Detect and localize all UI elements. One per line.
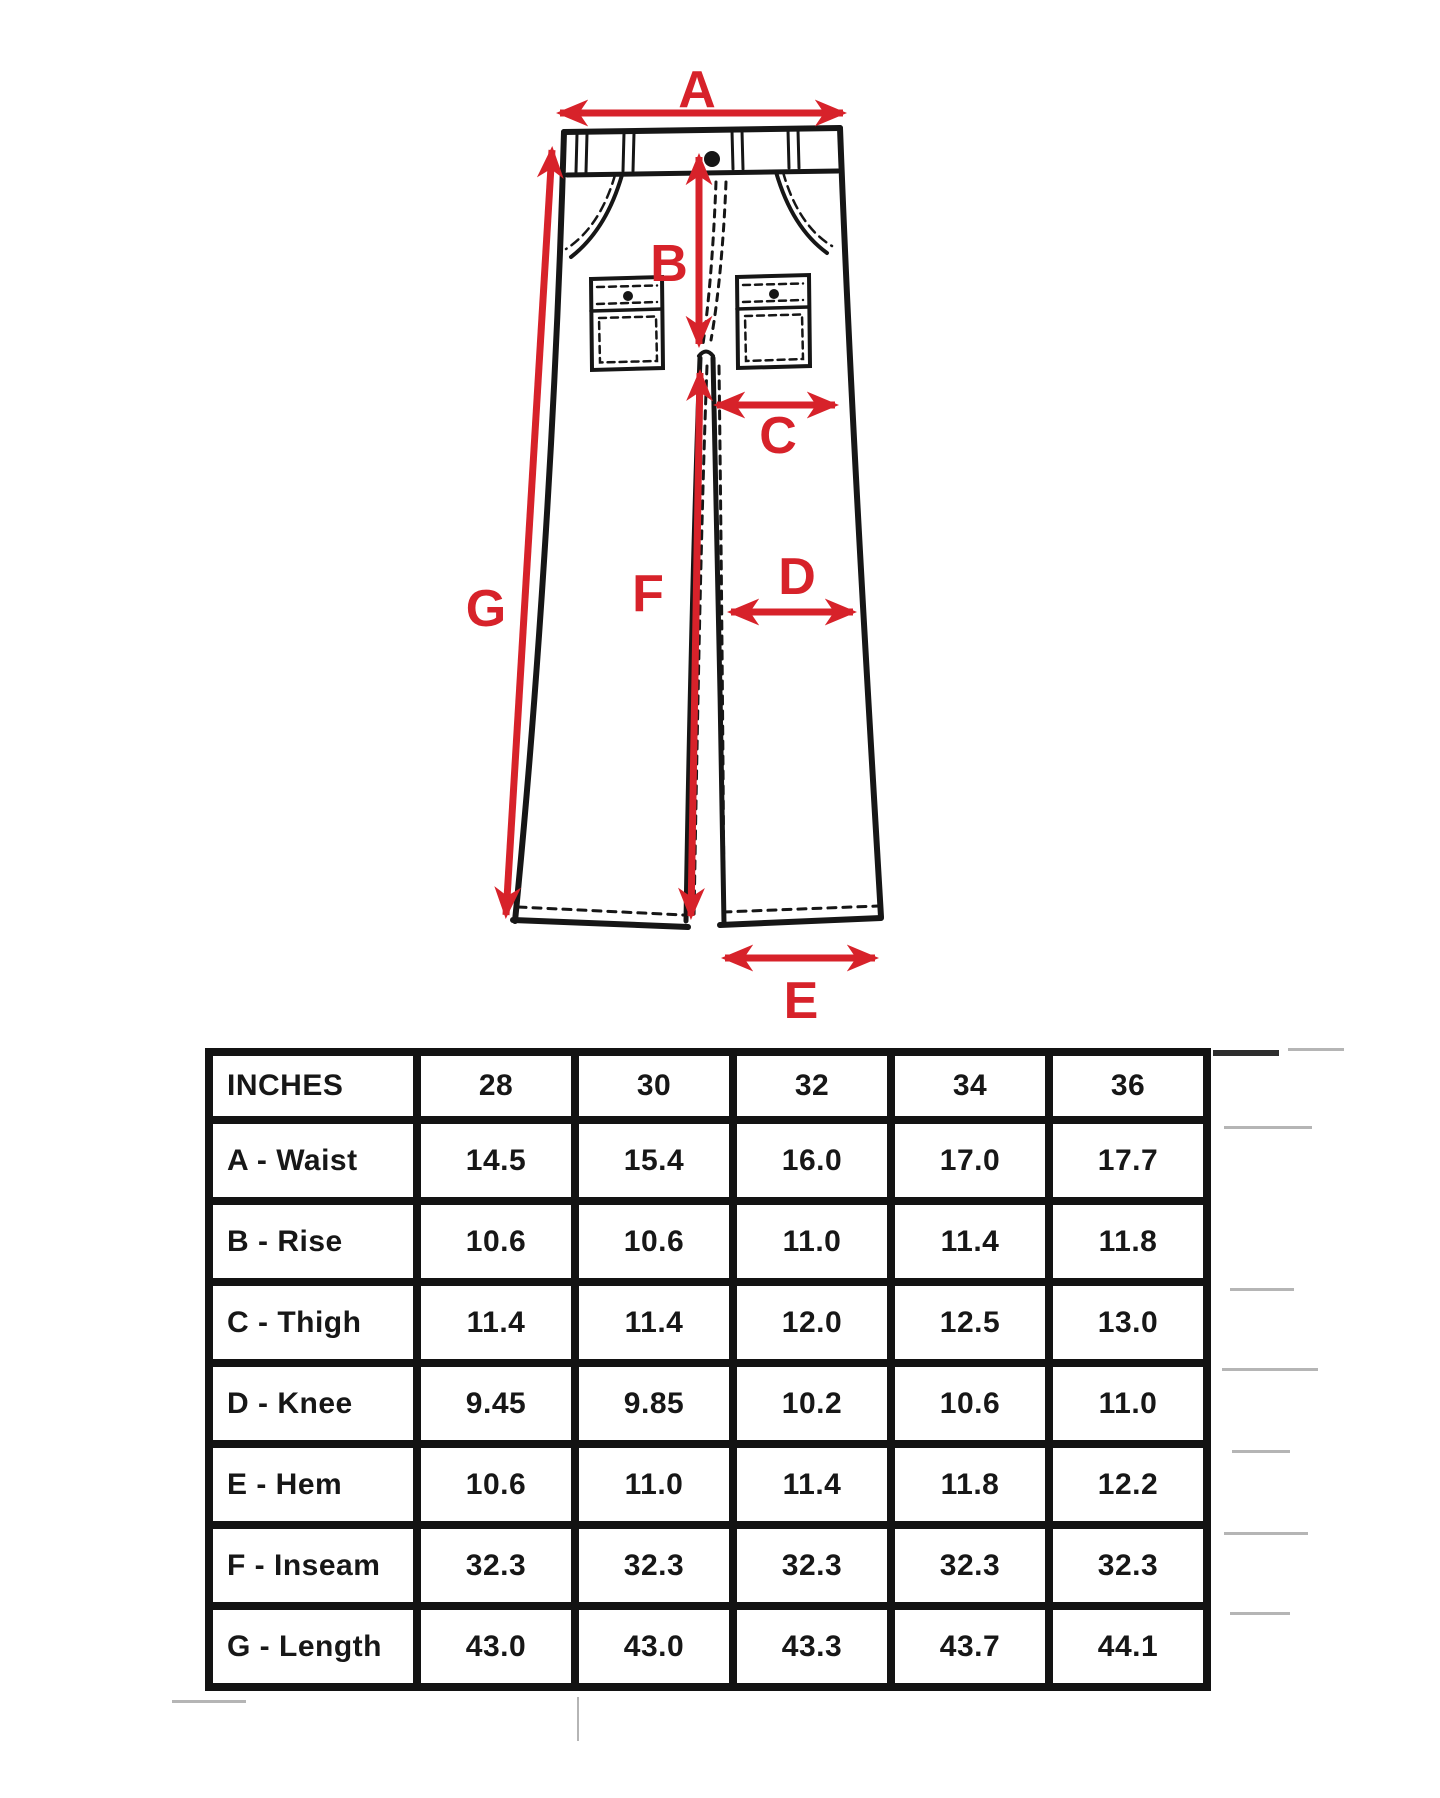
label-C: C xyxy=(759,407,797,465)
row-label-rise: B - Rise xyxy=(213,1205,413,1278)
table-value: 14.5 xyxy=(421,1124,571,1197)
right-hem xyxy=(720,918,881,925)
label-D: D xyxy=(778,548,816,606)
table-header-units: INCHES xyxy=(213,1056,413,1116)
table-value: 9.45 xyxy=(421,1367,571,1440)
table-value: 32.3 xyxy=(895,1529,1045,1602)
table-header-size: 32 xyxy=(737,1056,887,1116)
sketch-mark xyxy=(1213,1050,1279,1056)
table-value: 32.3 xyxy=(1053,1529,1203,1602)
row-label-knee: D - Knee xyxy=(213,1367,413,1440)
label-B: B xyxy=(650,235,688,293)
table-value: 43.0 xyxy=(421,1610,571,1683)
fly-stitch-line xyxy=(711,182,726,340)
sketch-mark xyxy=(1230,1288,1294,1291)
table-header-size: 36 xyxy=(1053,1056,1203,1116)
left-hem-stitch xyxy=(518,907,684,915)
sketch-mark xyxy=(1288,1048,1344,1051)
belt-loops xyxy=(576,130,799,172)
right-front-pocket-curve xyxy=(776,172,827,253)
sketch-mark xyxy=(577,1697,579,1741)
table-value: 43.0 xyxy=(579,1610,729,1683)
table-value: 32.3 xyxy=(579,1529,729,1602)
belt-loop xyxy=(623,133,634,171)
label-F: F xyxy=(632,565,664,623)
table-header-size: 28 xyxy=(421,1056,571,1116)
pocket-body-stitch xyxy=(599,317,657,363)
crotch-seam xyxy=(699,352,713,357)
row-label-waist: A - Waist xyxy=(213,1124,413,1197)
table-header-size: 30 xyxy=(579,1056,729,1116)
table-value: 10.6 xyxy=(895,1367,1045,1440)
table-value: 13.0 xyxy=(1053,1286,1203,1359)
pocket-outline xyxy=(737,275,810,368)
table-value: 10.6 xyxy=(579,1205,729,1278)
table-value: 44.1 xyxy=(1053,1610,1203,1683)
row-label-hem: E - Hem xyxy=(213,1448,413,1521)
waist-button xyxy=(704,151,720,167)
table-value: 11.0 xyxy=(579,1448,729,1521)
table-header-size: 34 xyxy=(895,1056,1045,1116)
table-value: 10.2 xyxy=(737,1367,887,1440)
table-value: 16.0 xyxy=(737,1124,887,1197)
sketch-mark xyxy=(1230,1612,1290,1615)
table-value: 9.85 xyxy=(579,1367,729,1440)
table-value: 12.2 xyxy=(1053,1448,1203,1521)
sketch-mark xyxy=(1224,1532,1308,1535)
row-label-length: G - Length xyxy=(213,1610,413,1683)
sketch-mark xyxy=(1222,1368,1318,1371)
table-value: 11.4 xyxy=(737,1448,887,1521)
table-value: 11.4 xyxy=(579,1286,729,1359)
table-value: 10.6 xyxy=(421,1205,571,1278)
size-chart-table xyxy=(205,1048,1211,1691)
pocket-body-stitch xyxy=(745,315,803,362)
sketch-mark xyxy=(1232,1450,1290,1453)
right-hem-stitch xyxy=(723,906,878,912)
left-outseam xyxy=(515,132,564,921)
left-hem xyxy=(513,920,688,927)
table-value: 12.5 xyxy=(895,1286,1045,1359)
belt-loop xyxy=(576,134,587,172)
label-G: G xyxy=(465,580,507,638)
table-value: 12.0 xyxy=(737,1286,887,1359)
row-label-inseam: F - Inseam xyxy=(213,1529,413,1602)
label-E: E xyxy=(783,972,819,1030)
fly-stitch-line xyxy=(703,182,716,344)
table-value: 11.0 xyxy=(737,1205,887,1278)
table-value: 11.8 xyxy=(895,1448,1045,1521)
arrow-F-inseam xyxy=(691,373,700,916)
table-value: 11.8 xyxy=(1053,1205,1203,1278)
belt-loop xyxy=(788,130,799,168)
table-value: 43.7 xyxy=(895,1610,1045,1683)
row-label-thigh: C - Thigh xyxy=(213,1286,413,1359)
table-value: 32.3 xyxy=(421,1529,571,1602)
table-value: 17.0 xyxy=(895,1124,1045,1197)
pocket-button xyxy=(769,289,779,299)
sketch-mark xyxy=(172,1700,246,1703)
sketch-mark xyxy=(1224,1126,1312,1129)
table-value: 32.3 xyxy=(737,1529,887,1602)
pocket-flap-line xyxy=(591,309,662,311)
table-value: 10.6 xyxy=(421,1448,571,1521)
label-A: A xyxy=(678,61,716,119)
table-value: 43.3 xyxy=(737,1610,887,1683)
right-patch-pocket xyxy=(737,275,810,368)
table-value: 11.4 xyxy=(421,1286,571,1359)
table-value: 17.7 xyxy=(1053,1124,1203,1197)
right-outseam xyxy=(840,128,881,917)
table-value: 11.4 xyxy=(895,1205,1045,1278)
pocket-button xyxy=(623,291,633,301)
pocket-flap-line xyxy=(737,307,809,309)
belt-loop xyxy=(732,131,743,169)
table-value: 15.4 xyxy=(579,1124,729,1197)
table-value: 11.0 xyxy=(1053,1367,1203,1440)
